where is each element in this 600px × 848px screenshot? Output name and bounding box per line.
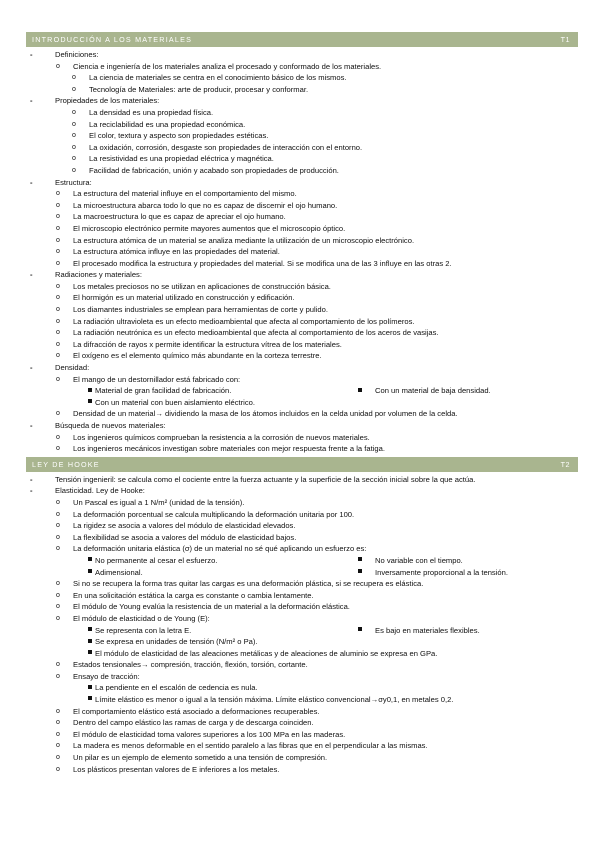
item-text: Adimensional. [95,567,143,577]
item-text: El módulo de elasticidad de las aleaciones metálicas y de aleaciones de aluminio se expresa en GPa. [95,648,438,658]
list-item [26,578,578,590]
list-item [26,142,578,154]
item-text: La microestructura abarca todo lo que no es capaz de discernir el ojo humano. [73,200,338,210]
list-item [26,350,578,362]
list-item [26,590,578,602]
list-item [26,485,578,497]
bullet-icon: o [56,445,60,453]
list-item [26,130,578,142]
right-column-item [26,567,578,579]
list-item [26,153,578,165]
item-text: El oxígeno es el elemento químico más abundante en la corteza terrestre. [73,351,322,361]
item-text: El comportamiento elástico está asociado a deformaciones recuperables. [73,706,320,716]
item-text: Material de gran facilidad de fabricación. [95,386,232,396]
list-item [26,235,578,247]
list-item [26,397,578,409]
bullet-icon: o [56,62,60,70]
bullet-icon: o [56,329,60,337]
item-text: Los diamantes industriales se emplean para herramientas de corte y pulido. [73,305,328,315]
bullet-icon: o [72,132,76,140]
item-text: Si no se recupera la forma tras quitar las cargas es una deformación plástica, si se recupera es elástica. [73,579,424,589]
bullet-icon: o [56,719,60,727]
item-text: El hormigón es un material utilizado en construcción y edificación. [73,293,295,303]
bullet-icon: o [56,248,60,256]
section-header [26,457,578,472]
list-item [26,119,578,131]
item-text: La ciencia de materiales se centra en el conocimiento básico de los mismos. [89,73,347,83]
bullet-icon: o [56,545,60,553]
item-text: La estructura atómica influye en las propiedades del material. [73,247,280,257]
list-item [26,706,578,718]
item-text: El procesado modifica la estructura y propiedades del material. Si se modifica una de las 3 influye en las otras 2. [73,258,452,268]
list-item [26,304,578,316]
bullet-icon: - [30,421,33,430]
item-text: La deformación porcentual se calcula multiplicando la deformación unitaria por 100. [73,509,355,519]
bullet-icon: o [56,510,60,518]
bullet-icon: o [72,166,76,174]
list-item [26,339,578,351]
item-text: Los ingenieros químicos comprueban la resistencia a la corrosión de nuevos materiales. [73,432,370,442]
list-item [26,374,578,386]
bullet-icon: o [56,190,60,198]
list-item [26,601,578,613]
bullet-icon: o [56,213,60,221]
item-text: Propiedades de los materiales: [55,96,160,106]
item-text: La madera es menos deformable en el sentido paralelo a las fibras que en el perpendicular a las mismas. [73,741,428,751]
list-item [26,385,578,397]
list-item [26,72,578,84]
list-item [26,269,578,281]
bullet-icon: o [56,433,60,441]
item-text: La oxidación, corrosión, desgaste son propiedades de interacción con el entorno. [89,142,363,152]
bullet-icon [358,625,362,637]
item-text: La radiación ultravioleta es un efecto medioambiental que afecta al comportamiento de los polímeros. [73,316,415,326]
bullet-icon: - [30,270,33,280]
bullet-icon: o [72,120,76,128]
list-item [26,717,578,729]
list-item [26,625,578,637]
bullet-icon: o [56,672,60,680]
bullet-icon: o [56,591,60,599]
right-column-item [26,385,578,397]
bullet-icon: o [72,74,76,82]
list-item [26,49,578,61]
list-item [26,740,578,752]
bullet-icon: o [56,340,60,348]
bullet-icon [358,555,362,567]
list-item [26,729,578,741]
bullet-icon: o [56,352,60,360]
bullet-icon: - [30,96,33,106]
bullet-icon: o [56,730,60,738]
list-item [26,362,578,374]
item-text: En una solicitación estática la carga es constante o cambia lentamente. [73,590,314,600]
list-item [26,567,578,579]
bullet-icon: o [56,259,60,267]
bullet-icon: o [72,155,76,163]
list-item [26,520,578,532]
bullet-icon: o [72,143,76,151]
list-item [26,327,578,339]
bullet-icon: o [56,603,60,611]
item-text: El mango de un destornillador está fabricado con: [73,374,241,384]
item-text: No permanente al cesar el esfuerzo. [95,555,218,565]
bullet-icon [88,397,92,409]
item-text: El microscopio electrónico permite mayores aumentos que el microscopio óptico. [73,223,346,233]
bullet-icon: o [56,282,60,290]
list-item [26,532,578,544]
bullet-icon: o [56,236,60,244]
item-text: Tensión ingenieril: se calcula como el cociente entre la fuerza actuante y la superficie de la sección inicial sobre la que actúa. [55,474,476,484]
bullet-icon [358,385,362,397]
list-item [26,694,578,706]
item-text: El color, textura y aspecto son propiedades estéticas. [89,131,269,141]
bullet-icon: - [30,486,33,496]
item-text: Un pilar es un ejemplo de elemento sometido a una tensión de compresión. [73,753,328,763]
section-header [26,32,578,47]
document-page [26,30,578,775]
item-text: Estados tensionales→ compresión, tracción, flexión, torsión, cortante. [73,660,308,670]
item-text: La reciclabilidad es una propiedad económica. [89,119,246,129]
item-text: La estructura atómica de un material se analiza mediante la utilización de un microscopio electrónico. [73,235,415,245]
list-item [26,107,578,119]
bullet-icon: o [56,707,60,715]
item-text: La radiación neutrónica es un efecto medioambiental que afecta al comportamiento de los aceros de vasijas. [73,328,439,338]
bullet-icon: o [56,765,60,773]
bullet-icon: - [30,474,33,484]
list-item [26,432,578,444]
list-item [26,443,578,455]
list-item [26,223,578,235]
list-item [26,200,578,212]
bullet-icon [88,636,92,648]
item-text: La pendiente en el escalón de cedencia es nula. [95,683,258,693]
bullet-icon: - [30,50,33,59]
item-text: Es bajo en materiales flexibles. [375,625,480,635]
item-text: La difracción de rayos x permite identificar la estructura vítrea de los materiales. [73,339,342,349]
item-text: Se expresa en unidades de tensión (N/m² o Pa). [95,637,258,647]
list-item [26,648,578,660]
bullet-icon: o [56,410,60,418]
bullet-icon [88,694,92,706]
bullet-icon [358,567,362,579]
bullet-icon: o [56,614,60,622]
item-text: No variable con el tiempo. [375,555,463,565]
item-text: Con un material de baja densidad. [375,386,491,396]
item-text: La estructura del material influye en el comportamiento del mismo. [73,189,297,199]
bullet-icon: o [72,108,76,116]
bullet-icon: o [56,498,60,506]
list-item [26,165,578,177]
item-text: Dentro del campo elástico las ramas de carga y de descarga coinciden. [73,718,314,728]
list-item [26,84,578,96]
list-item [26,246,578,258]
item-text: Ciencia e ingeniería de los materiales analiza el procesado y conformado de los materiales. [73,61,382,71]
bullet-icon: o [56,533,60,541]
list-item [26,211,578,223]
bullet-icon: - [30,363,33,373]
bullet-icon [88,648,92,660]
item-text: La rigidez se asocia a valores del módulo de elasticidad elevados. [73,521,296,531]
list-item [26,474,578,486]
bullet-icon [88,682,92,694]
item-text: La deformación unitaria elástica (σ) de un material no sé qué aplicando un esfuerzo es: [73,544,367,554]
list-item [26,316,578,328]
list-item [26,613,578,625]
bullet-icon: o [56,375,60,383]
list-item [26,555,578,567]
bullet-icon: o [56,754,60,762]
item-text: El módulo de elasticidad o de Young (E): [73,613,210,623]
bullet-icon: - [30,177,33,187]
list-item [26,408,578,420]
item-text: Los plásticos presentan valores de E inferiores a los metales. [73,764,280,774]
list-item [26,659,578,671]
list-item [26,61,578,73]
item-text: Con un material con buen aislamiento eléctrico. [95,397,255,407]
list-item [26,764,578,776]
bullet-icon: o [56,661,60,669]
item-text: La densidad es una propiedad física. [89,107,214,117]
list-item [26,188,578,200]
item-text: Se representa con la letra E. [95,625,192,635]
bullet-icon: o [56,201,60,209]
section-code: T1 [560,35,570,44]
list-item [26,682,578,694]
item-text: Búsqueda de nuevos materiales: [55,421,166,430]
item-text: Tecnología de Materiales: arte de producir, procesar y conformar. [89,84,309,94]
item-text: Elasticidad. Ley de Hooke: [55,486,145,496]
bullet-icon: o [56,317,60,325]
list-item [26,497,578,509]
list-item [26,543,578,555]
item-text: Estructura: [55,177,92,187]
item-text: El módulo de elasticidad toma valores superiores a los 100 MPa en las maderas. [73,729,346,739]
bullet-icon: o [56,580,60,588]
list-item [26,258,578,270]
list-item [26,281,578,293]
right-column-item [26,625,578,637]
item-text: Facilidad de fabricación, unión y acabado son propiedades de producción. [89,165,339,175]
item-text: Densidad: [55,363,90,373]
item-text: Inversamente proporcional a la tensión. [375,567,508,577]
item-text: Los ingenieros mecánicos investigan sobre materiales con mejor respuesta frente a la fatiga. [73,444,385,454]
bullet-icon: o [56,294,60,302]
section-title: LEY DE HOOKE [32,459,100,469]
list-item [26,509,578,521]
list-item [26,752,578,764]
list-item [26,420,578,432]
list-item [26,671,578,683]
bullet-icon: o [72,85,76,93]
bullet-icon: o [56,742,60,750]
list-item [26,95,578,107]
section-code: T2 [560,459,570,469]
item-text: Radiaciones y materiales: [55,270,142,280]
item-text: Densidad de un material→ dividiendo la masa de los átomos incluidos en la celda unidad por volumen de la celda. [73,409,458,419]
item-text: Límite elástico es menor o igual a la tensión máxima. Límite elástico convencional→σy0,1, en metales 0,2. [95,695,454,705]
item-text: La macroestructura lo que es capaz de apreciar el ojo humano. [73,212,286,222]
bullet-icon: o [56,522,60,530]
item-text: Un Pascal es igual a 1 N/m² (unidad de la tensión). [73,497,245,507]
list-item [26,177,578,189]
item-text: Los metales preciosos no se utilizan en aplicaciones de construcción básica. [73,281,331,291]
section-title: INTRODUCCIÓN A LOS MATERIALES [32,35,193,44]
item-text: La resistividad es una propiedad eléctrica y magnética. [89,154,274,164]
item-text: El módulo de Young evalúa la resistencia de un material a la deformación elástica. [73,602,350,612]
item-text: Ensayo de tracción: [73,671,140,681]
item-text: Definiciones: [55,50,99,59]
right-column-item [26,555,578,567]
list-item [26,636,578,648]
item-text: La flexibilidad se asocia a valores del módulo de elasticidad bajos. [73,532,297,542]
list-item [26,292,578,304]
bullet-icon: o [56,224,60,232]
bullet-icon: o [56,306,60,314]
